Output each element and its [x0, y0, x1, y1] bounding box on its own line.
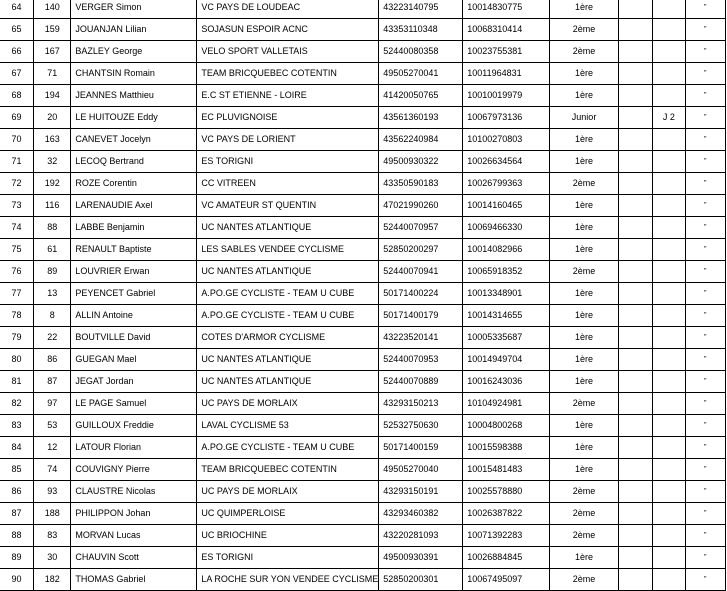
uci-id-cell: 43293150213 — [379, 393, 463, 415]
extra-cell — [653, 525, 686, 547]
rider-name-cell: LARENAUDIE Axel — [71, 195, 197, 217]
category-cell: 1ère — [549, 63, 618, 85]
rider-name-cell: THOMAS Gabriel — [71, 569, 197, 591]
rider-name-cell: VERGER Simon — [71, 0, 197, 19]
empty-cell — [619, 459, 653, 481]
extra-cell — [653, 85, 686, 107]
rider-name-cell: PHILIPPON Johan — [71, 503, 197, 525]
ditto-mark-cell: " — [685, 217, 725, 239]
uci-id-cell: 49505270041 — [379, 63, 463, 85]
bib-cell: 167 — [34, 41, 71, 63]
licence-cell: 10010019979 — [463, 85, 550, 107]
rider-name-cell: RENAULT Baptiste — [71, 239, 197, 261]
club-cell: COTES D'ARMOR CYCLISME — [197, 327, 379, 349]
bib-cell: 61 — [34, 239, 71, 261]
table-row — [0, 0, 726, 19]
category-cell: 2ème — [549, 503, 618, 525]
extra-cell — [653, 0, 686, 19]
licence-cell: 10014830775 — [463, 0, 550, 19]
ditto-mark-cell: " — [685, 195, 725, 217]
extra-cell — [653, 305, 686, 327]
rider-name-cell: CLAUSTRE Nicolas — [71, 481, 197, 503]
ditto-mark-cell: " — [685, 305, 725, 327]
table-row — [0, 283, 726, 305]
uci-id-cell: 49500930322 — [379, 151, 463, 173]
club-cell: CC VITREEN — [197, 173, 379, 195]
bib-cell: 22 — [34, 327, 71, 349]
club-cell: VELO SPORT VALLETAIS — [197, 41, 379, 63]
category-cell: 1ère — [549, 437, 618, 459]
extra-cell — [653, 503, 686, 525]
club-cell: UC NANTES ATLANTIQUE — [197, 261, 379, 283]
bib-cell: 53 — [34, 415, 71, 437]
club-cell: LAVAL CYCLISME 53 — [197, 415, 379, 437]
rank-cell: 70 — [0, 129, 34, 151]
empty-cell — [619, 481, 653, 503]
table-row — [0, 173, 726, 195]
rider-name-cell: PEYENCET Gabriel — [71, 283, 197, 305]
rank-cell: 83 — [0, 415, 34, 437]
table-row — [0, 107, 726, 129]
rank-cell: 80 — [0, 349, 34, 371]
licence-cell: 10011964831 — [463, 63, 550, 85]
club-cell: UC NANTES ATLANTIQUE — [197, 349, 379, 371]
club-cell: A.PO.GE CYCLISTE - TEAM U CUBE — [197, 305, 379, 327]
table-row — [0, 63, 726, 85]
club-cell: UC QUIMPERLOISE — [197, 503, 379, 525]
licence-cell: 10015598388 — [463, 437, 550, 459]
empty-cell — [619, 85, 653, 107]
extra-cell — [653, 19, 686, 41]
rider-name-cell: BAZLEY George — [71, 41, 197, 63]
rider-name-cell: CHANTSIN Romain — [71, 63, 197, 85]
category-cell: 1ère — [549, 349, 618, 371]
table-row — [0, 547, 726, 569]
club-cell: TEAM BRICQUEBEC COTENTIN — [197, 63, 379, 85]
rank-cell: 65 — [0, 19, 34, 41]
table-row — [0, 437, 726, 459]
uci-id-cell: 52440070957 — [379, 217, 463, 239]
licence-cell: 10067495097 — [463, 569, 550, 591]
bib-cell: 74 — [34, 459, 71, 481]
bib-cell: 12 — [34, 437, 71, 459]
rank-cell: 64 — [0, 0, 34, 19]
licence-cell: 10026634564 — [463, 151, 550, 173]
table-row — [0, 393, 726, 415]
extra-cell — [653, 481, 686, 503]
category-cell: 1ère — [549, 239, 618, 261]
uci-id-cell: 43350590183 — [379, 173, 463, 195]
empty-cell — [619, 19, 653, 41]
ditto-mark-cell: " — [685, 19, 725, 41]
licence-cell: 10004800268 — [463, 415, 550, 437]
licence-cell: 10071392283 — [463, 525, 550, 547]
empty-cell — [619, 129, 653, 151]
table-row — [0, 525, 726, 547]
empty-cell — [619, 415, 653, 437]
uci-id-cell: 50171400179 — [379, 305, 463, 327]
club-cell: VC AMATEUR ST QUENTIN — [197, 195, 379, 217]
licence-cell: 10069466330 — [463, 217, 550, 239]
uci-id-cell: 43223520141 — [379, 327, 463, 349]
uci-id-cell: 52440080358 — [379, 41, 463, 63]
uci-id-cell: 47021990260 — [379, 195, 463, 217]
bib-cell: 87 — [34, 371, 71, 393]
extra-cell — [653, 349, 686, 371]
uci-id-cell: 43562240984 — [379, 129, 463, 151]
empty-cell — [619, 569, 653, 591]
empty-cell — [619, 239, 653, 261]
category-cell: 1ère — [549, 129, 618, 151]
licence-cell: 10025578880 — [463, 481, 550, 503]
extra-cell — [653, 217, 686, 239]
club-cell: VC PAYS DE LORIENT — [197, 129, 379, 151]
rider-name-cell: BOUTVILLE David — [71, 327, 197, 349]
category-cell: 1ère — [549, 305, 618, 327]
bib-cell: 159 — [34, 19, 71, 41]
ditto-mark-cell: " — [685, 437, 725, 459]
table-row — [0, 41, 726, 63]
rank-cell: 84 — [0, 437, 34, 459]
bib-cell: 163 — [34, 129, 71, 151]
empty-cell — [619, 547, 653, 569]
empty-cell — [619, 327, 653, 349]
category-cell: 1ère — [549, 283, 618, 305]
licence-cell: 10026884845 — [463, 547, 550, 569]
ditto-mark-cell: " — [685, 547, 725, 569]
rank-cell: 78 — [0, 305, 34, 327]
bib-cell: 182 — [34, 569, 71, 591]
licence-cell: 10023755381 — [463, 41, 550, 63]
licence-cell: 10016243036 — [463, 371, 550, 393]
club-cell: SOJASUN ESPOIR ACNC — [197, 19, 379, 41]
rider-name-cell: JOUANJAN Lilian — [71, 19, 197, 41]
empty-cell — [619, 305, 653, 327]
ditto-mark-cell: " — [685, 371, 725, 393]
ditto-mark-cell: " — [685, 459, 725, 481]
table-row — [0, 239, 726, 261]
rank-cell: 90 — [0, 569, 34, 591]
club-cell: TEAM BRICQUEBEC COTENTIN — [197, 459, 379, 481]
uci-id-cell: 43223140795 — [379, 0, 463, 19]
rider-name-cell: LATOUR Florian — [71, 437, 197, 459]
category-cell: 2ème — [549, 41, 618, 63]
bib-cell: 32 — [34, 151, 71, 173]
rank-cell: 77 — [0, 283, 34, 305]
ditto-mark-cell: " — [685, 107, 725, 129]
club-cell: UC NANTES ATLANTIQUE — [197, 371, 379, 393]
bib-cell: 88 — [34, 217, 71, 239]
empty-cell — [619, 437, 653, 459]
licence-cell: 10014314655 — [463, 305, 550, 327]
empty-cell — [619, 217, 653, 239]
bib-cell: 97 — [34, 393, 71, 415]
licence-cell: 10014160465 — [463, 195, 550, 217]
rider-name-cell: CHAUVIN Scott — [71, 547, 197, 569]
rank-cell: 74 — [0, 217, 34, 239]
uci-id-cell: 41420050765 — [379, 85, 463, 107]
category-cell: 1ère — [549, 371, 618, 393]
table-row — [0, 503, 726, 525]
empty-cell — [619, 393, 653, 415]
uci-id-cell: 43293460382 — [379, 503, 463, 525]
rank-cell: 82 — [0, 393, 34, 415]
table-row — [0, 327, 726, 349]
rider-name-cell: MORVAN Lucas — [71, 525, 197, 547]
category-cell: 2ème — [549, 569, 618, 591]
table-row — [0, 569, 726, 591]
category-cell: 2ème — [549, 393, 618, 415]
ditto-mark-cell: " — [685, 503, 725, 525]
uci-id-cell: 52440070941 — [379, 261, 463, 283]
licence-cell: 10065918352 — [463, 261, 550, 283]
club-cell: ES TORIGNI — [197, 547, 379, 569]
ditto-mark-cell: " — [685, 151, 725, 173]
ditto-mark-cell: " — [685, 261, 725, 283]
licence-cell: 10005335687 — [463, 327, 550, 349]
rank-cell: 76 — [0, 261, 34, 283]
rank-cell: 66 — [0, 41, 34, 63]
ditto-mark-cell: " — [685, 569, 725, 591]
bib-cell: 86 — [34, 349, 71, 371]
rider-name-cell: LOUVRIER Erwan — [71, 261, 197, 283]
category-cell: 2ème — [549, 173, 618, 195]
ditto-mark-cell: " — [685, 283, 725, 305]
licence-cell: 10026387822 — [463, 503, 550, 525]
club-cell: A.PO.GE CYCLISTE - TEAM U CUBE — [197, 283, 379, 305]
extra-cell — [653, 415, 686, 437]
ditto-mark-cell: " — [685, 393, 725, 415]
empty-cell — [619, 173, 653, 195]
extra-cell — [653, 173, 686, 195]
rank-cell: 73 — [0, 195, 34, 217]
empty-cell — [619, 63, 653, 85]
licence-cell: 10013348901 — [463, 283, 550, 305]
rank-cell: 88 — [0, 525, 34, 547]
empty-cell — [619, 503, 653, 525]
extra-cell — [653, 459, 686, 481]
ditto-mark-cell: " — [685, 327, 725, 349]
rider-name-cell: COUVIGNY Pierre — [71, 459, 197, 481]
ditto-mark-cell: " — [685, 63, 725, 85]
uci-id-cell: 43353110348 — [379, 19, 463, 41]
empty-cell — [619, 151, 653, 173]
empty-cell — [619, 525, 653, 547]
club-cell: UC NANTES ATLANTIQUE — [197, 217, 379, 239]
rider-name-cell: LECOQ Bertrand — [71, 151, 197, 173]
rank-cell: 87 — [0, 503, 34, 525]
extra-cell: J 2 — [653, 107, 686, 129]
uci-id-cell: 52440070889 — [379, 371, 463, 393]
empty-cell — [619, 195, 653, 217]
bib-cell: 140 — [34, 0, 71, 19]
table-row — [0, 151, 726, 173]
uci-id-cell: 52532750630 — [379, 415, 463, 437]
ditto-mark-cell: " — [685, 0, 725, 19]
category-cell: 1ère — [549, 415, 618, 437]
extra-cell — [653, 261, 686, 283]
rank-cell: 75 — [0, 239, 34, 261]
ditto-mark-cell: " — [685, 349, 725, 371]
licence-cell: 10014082966 — [463, 239, 550, 261]
licence-cell: 10104924981 — [463, 393, 550, 415]
bib-cell: 192 — [34, 173, 71, 195]
table-row — [0, 195, 726, 217]
bib-cell: 89 — [34, 261, 71, 283]
table-row — [0, 261, 726, 283]
club-cell: UC PAYS DE MORLAIX — [197, 393, 379, 415]
rider-name-cell: LE HUITOUZE Eddy — [71, 107, 197, 129]
bib-cell: 8 — [34, 305, 71, 327]
extra-cell — [653, 393, 686, 415]
category-cell: 1ère — [549, 195, 618, 217]
club-cell: UC PAYS DE MORLAIX — [197, 481, 379, 503]
ditto-mark-cell: " — [685, 239, 725, 261]
club-cell: VC PAYS DE LOUDEAC — [197, 0, 379, 19]
category-cell: 1ère — [549, 217, 618, 239]
table-row — [0, 305, 726, 327]
club-cell: E.C ST ETIENNE - LOIRE — [197, 85, 379, 107]
rank-cell: 69 — [0, 107, 34, 129]
club-cell: EC PLUVIGNOISE — [197, 107, 379, 129]
ditto-mark-cell: " — [685, 41, 725, 63]
bib-cell: 20 — [34, 107, 71, 129]
bib-cell: 71 — [34, 63, 71, 85]
rider-name-cell: GUEGAN Mael — [71, 349, 197, 371]
category-cell: 1ère — [549, 151, 618, 173]
ditto-mark-cell: " — [685, 481, 725, 503]
empty-cell — [619, 283, 653, 305]
rider-name-cell: ALLIN Antoine — [71, 305, 197, 327]
category-cell: 1ère — [549, 547, 618, 569]
rider-name-cell: JEANNES Matthieu — [71, 85, 197, 107]
rank-cell: 89 — [0, 547, 34, 569]
licence-cell: 10014949704 — [463, 349, 550, 371]
rider-name-cell: LABBE Benjamin — [71, 217, 197, 239]
bib-cell: 188 — [34, 503, 71, 525]
category-cell: 2ème — [549, 19, 618, 41]
extra-cell — [653, 239, 686, 261]
ditto-mark-cell: " — [685, 173, 725, 195]
empty-cell — [619, 0, 653, 19]
club-cell: A.PO.GE CYCLISTE - TEAM U CUBE — [197, 437, 379, 459]
table-row — [0, 19, 726, 41]
extra-cell — [653, 129, 686, 151]
bib-cell: 93 — [34, 481, 71, 503]
club-cell: UC BRIOCHINE — [197, 525, 379, 547]
extra-cell — [653, 437, 686, 459]
bib-cell: 30 — [34, 547, 71, 569]
table-row — [0, 85, 726, 107]
empty-cell — [619, 107, 653, 129]
club-cell: ES TORIGNI — [197, 151, 379, 173]
bib-cell: 13 — [34, 283, 71, 305]
extra-cell — [653, 371, 686, 393]
licence-cell: 10015481483 — [463, 459, 550, 481]
uci-id-cell: 43561360193 — [379, 107, 463, 129]
ditto-mark-cell: " — [685, 415, 725, 437]
table-row — [0, 459, 726, 481]
rider-name-cell: ROZE Corentin — [71, 173, 197, 195]
extra-cell — [653, 569, 686, 591]
licence-cell: 10068310414 — [463, 19, 550, 41]
uci-id-cell: 50171400224 — [379, 283, 463, 305]
category-cell: 1ère — [549, 459, 618, 481]
rider-name-cell: CANEVET Jocelyn — [71, 129, 197, 151]
table-row — [0, 129, 726, 151]
category-cell: 2ème — [549, 525, 618, 547]
category-cell: 2ème — [549, 481, 618, 503]
bib-cell: 83 — [34, 525, 71, 547]
empty-cell — [619, 261, 653, 283]
uci-id-cell: 52440070953 — [379, 349, 463, 371]
uci-id-cell: 43220281093 — [379, 525, 463, 547]
uci-id-cell: 52850200301 — [379, 569, 463, 591]
category-cell: 1ère — [549, 0, 618, 19]
uci-id-cell: 43293150191 — [379, 481, 463, 503]
rank-cell: 85 — [0, 459, 34, 481]
bib-cell: 194 — [34, 85, 71, 107]
uci-id-cell: 49505270040 — [379, 459, 463, 481]
rank-cell: 81 — [0, 371, 34, 393]
rider-name-cell: LE PAGE Samuel — [71, 393, 197, 415]
empty-cell — [619, 349, 653, 371]
rank-cell: 72 — [0, 173, 34, 195]
category-cell: 1ère — [549, 327, 618, 349]
bib-cell: 116 — [34, 195, 71, 217]
extra-cell — [653, 195, 686, 217]
table-row — [0, 481, 726, 503]
uci-id-cell: 50171400159 — [379, 437, 463, 459]
licence-cell: 10067973136 — [463, 107, 550, 129]
uci-id-cell: 49500930391 — [379, 547, 463, 569]
licence-cell: 10026799363 — [463, 173, 550, 195]
empty-cell — [619, 41, 653, 63]
licence-cell: 10100270803 — [463, 129, 550, 151]
category-cell: 2ème — [549, 261, 618, 283]
rank-cell: 79 — [0, 327, 34, 349]
table-row — [0, 217, 726, 239]
extra-cell — [653, 41, 686, 63]
category-cell: Junior — [549, 107, 618, 129]
ditto-mark-cell: " — [685, 525, 725, 547]
rank-cell: 68 — [0, 85, 34, 107]
table-row — [0, 371, 726, 393]
rank-cell: 71 — [0, 151, 34, 173]
ditto-mark-cell: " — [685, 85, 725, 107]
rider-name-cell: JEGAT Jordan — [71, 371, 197, 393]
extra-cell — [653, 151, 686, 173]
extra-cell — [653, 283, 686, 305]
category-cell: 1ère — [549, 85, 618, 107]
rank-cell: 86 — [0, 481, 34, 503]
table-row — [0, 415, 726, 437]
empty-cell — [619, 371, 653, 393]
rank-cell: 67 — [0, 63, 34, 85]
ditto-mark-cell: " — [685, 129, 725, 151]
club-cell: LES SABLES VENDEE CYCLISME — [197, 239, 379, 261]
club-cell: LA ROCHE SUR YON VENDEE CYCLISME — [197, 569, 379, 591]
uci-id-cell: 52850200297 — [379, 239, 463, 261]
extra-cell — [653, 63, 686, 85]
rider-name-cell: GUILLOUX Freddie — [71, 415, 197, 437]
extra-cell — [653, 327, 686, 349]
extra-cell — [653, 547, 686, 569]
table-row — [0, 349, 726, 371]
